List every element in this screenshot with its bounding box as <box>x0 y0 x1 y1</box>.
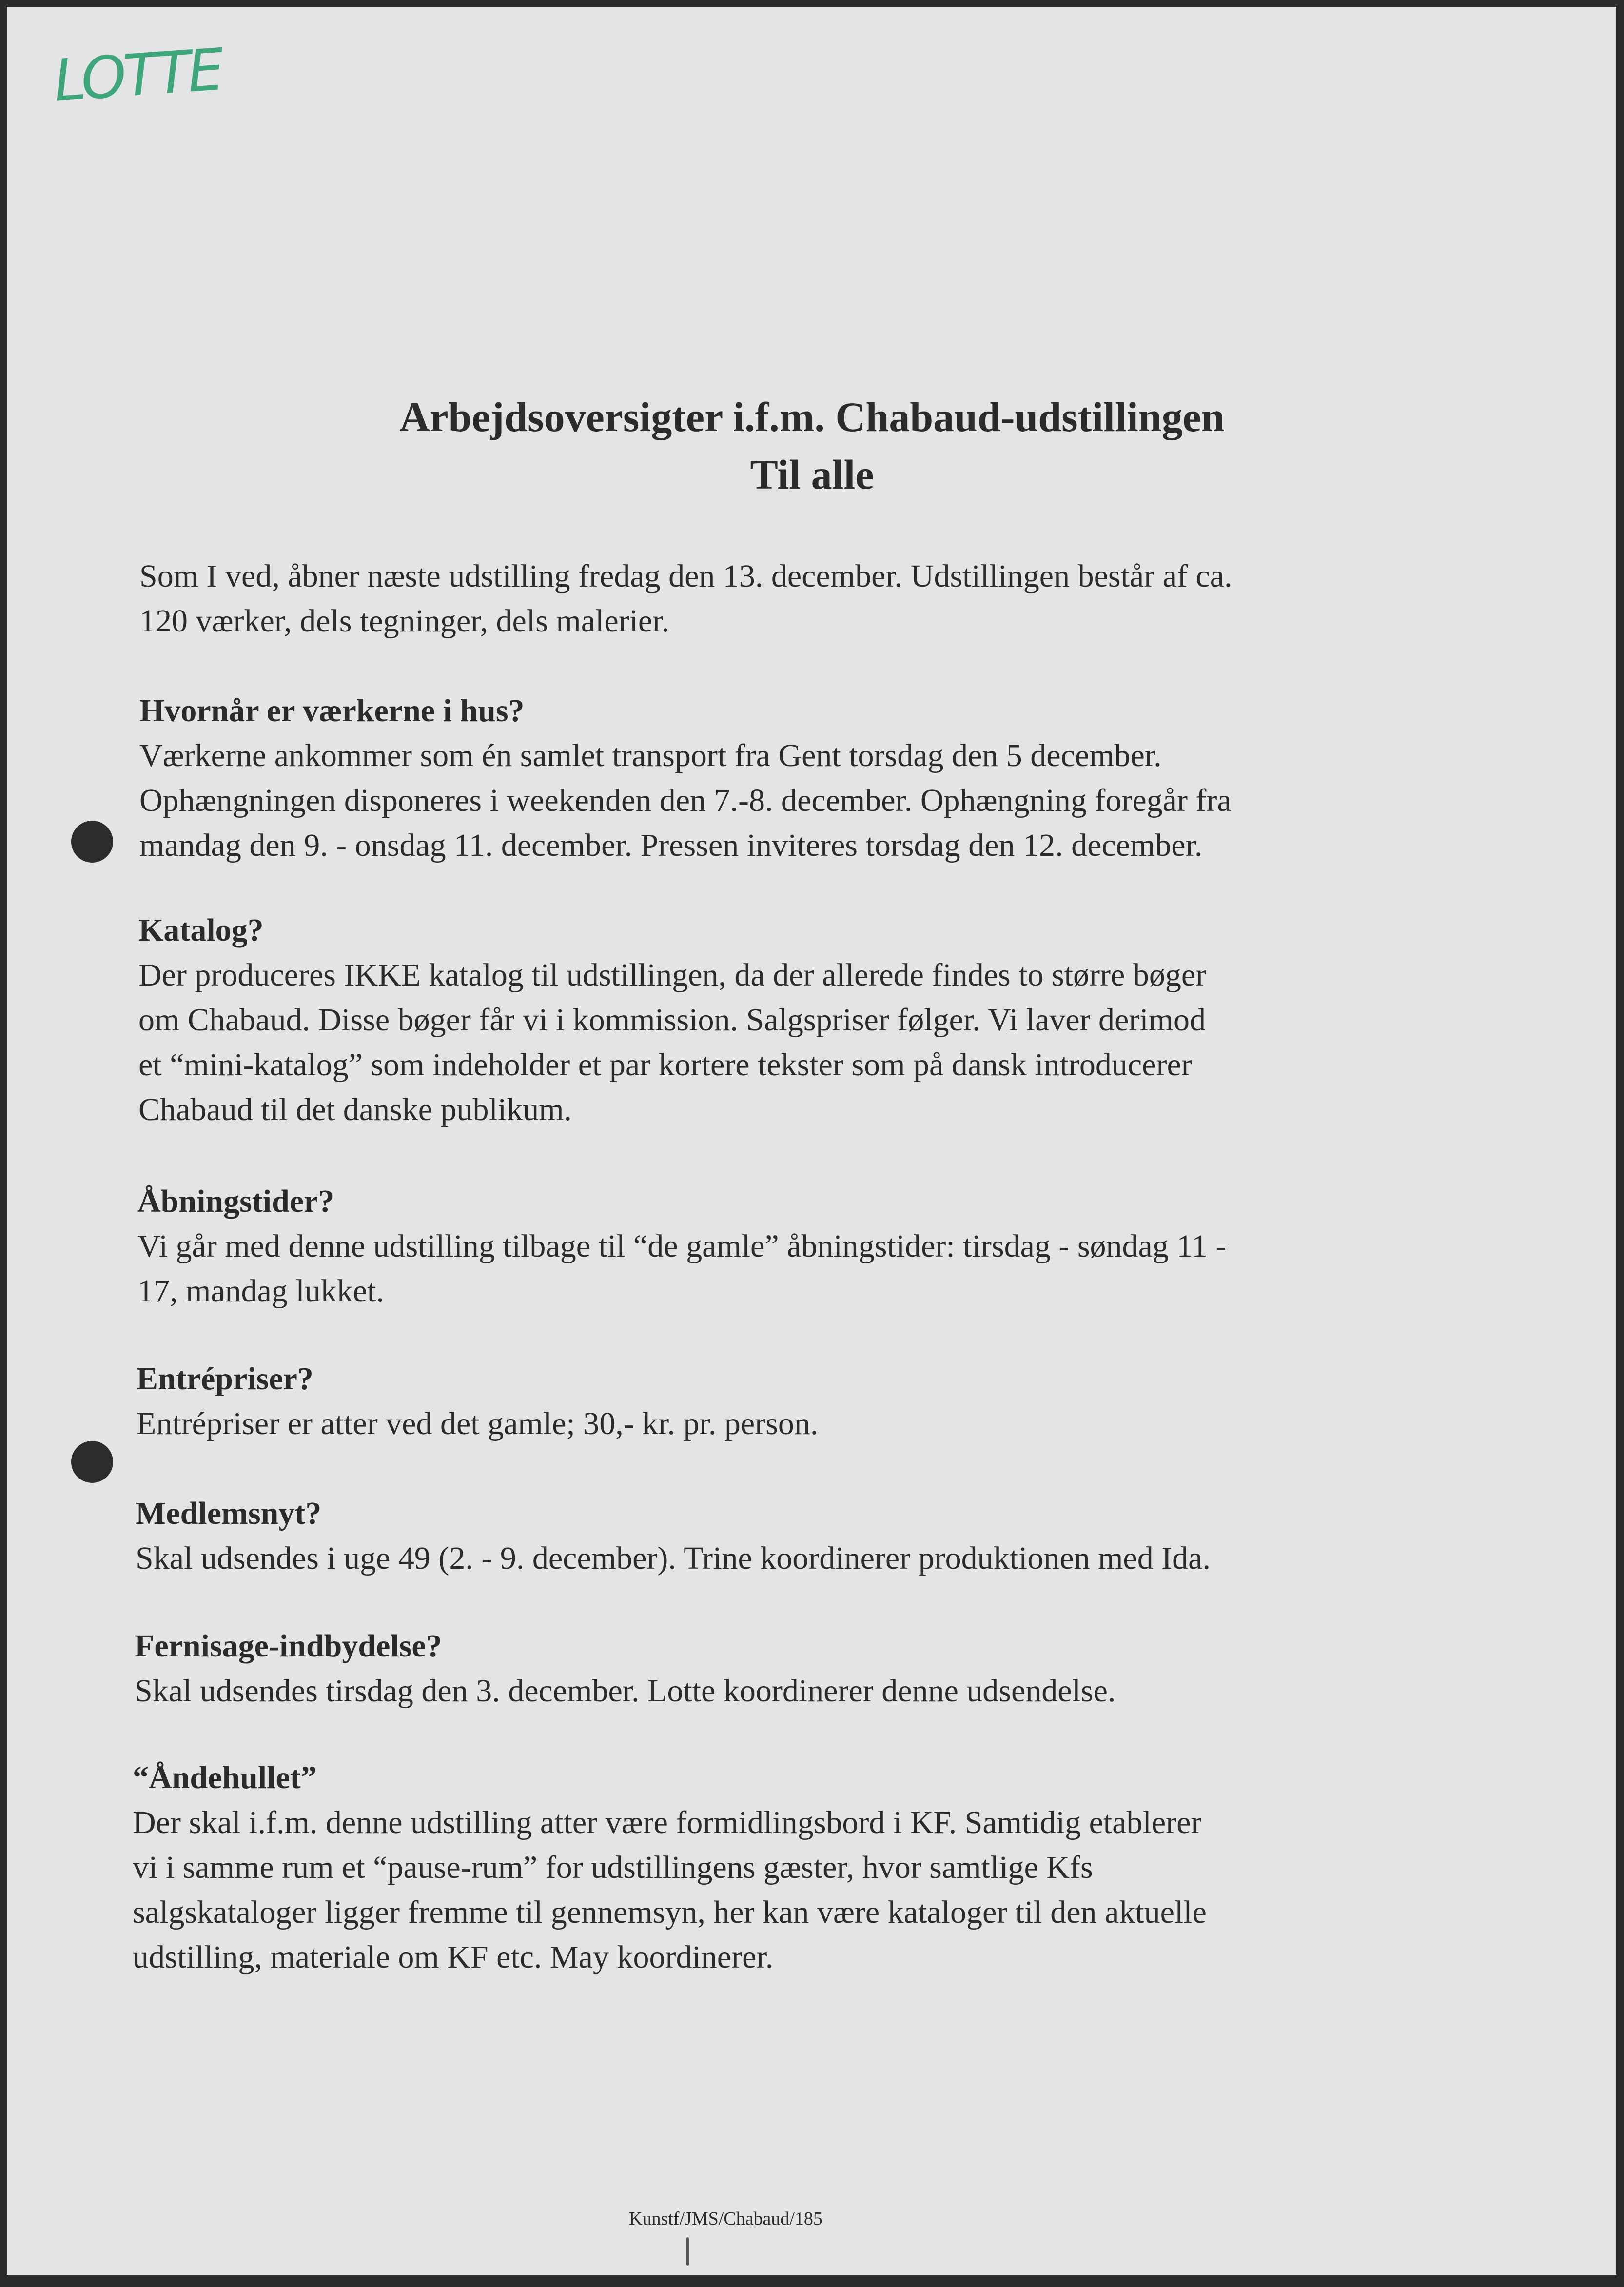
text-line: Entrépriser er atter ved det gamle; 30,- kr. pr. person. <box>137 1406 819 1441</box>
text-line: om Chabaud. Disse bøger får vi i kommission. Salgspriser følger. Vi laver derimod <box>138 1002 1206 1038</box>
text-line: udstilling, materiale om KF etc. May koordinerer. <box>133 1939 774 1975</box>
section-heading: Fernisage-indbydelse? <box>135 1628 442 1664</box>
text-line: Der skal i.f.m. denne udstilling atter være formidlingsbord i KF. Samtidig etablerer <box>133 1805 1202 1840</box>
text-line: vi i samme rum et “pause-rum” for udstillingens gæster, hvor samtlige Kfs <box>133 1850 1093 1885</box>
section-heading: Medlemsnyt? <box>136 1496 322 1531</box>
section-heading: Entrépriser? <box>137 1361 313 1397</box>
document-title: Arbejdsoversigter i.f.m. Chabaud-udstillingen <box>399 394 1225 440</box>
text-line: mandag den 9. - onsdag 11. december. Pressen inviteres torsdag den 12. december. <box>139 828 1203 863</box>
text-line: Skal udsendes tirsdag den 3. december. Lotte koordinerer denne udsendelse. <box>135 1673 1116 1709</box>
section-catalog <box>138 908 1206 1132</box>
section-heading: Katalog? <box>138 912 264 948</box>
footer-reference: Kunstf/JMS/Chabaud/185 <box>629 2208 822 2229</box>
section-opening-hours <box>137 1179 1226 1314</box>
section-breathing-room <box>133 1755 1207 1980</box>
section-vernissage-invitation <box>135 1624 1115 1714</box>
handwritten-annotation: LOTTE <box>51 36 224 115</box>
document-subtitle: Til alle <box>750 451 874 498</box>
section-entrance-prices <box>137 1357 818 1446</box>
text-line: 17, mandag lukket. <box>137 1273 384 1309</box>
pen-mark <box>686 2237 689 2266</box>
section-heading: Hvornår er værkerne i hus? <box>139 693 525 729</box>
punch-hole-top <box>71 821 113 863</box>
section-heading: “Åndehullet” <box>133 1760 317 1795</box>
text-line: Ophængningen disponeres i weekenden den 7.-8. december. Ophængning foregår fra <box>139 783 1232 818</box>
text-line: Der produceres IKKE katalog til udstillingen, da der allerede findes to større bøger <box>138 957 1207 993</box>
text-line: et “mini-katalog” som indeholder et par kortere tekster som på dansk introducerer <box>138 1047 1192 1083</box>
intro-paragraph <box>139 554 1233 644</box>
text-line: Vi går med denne udstilling tilbage til “de gamle” åbningstider: tirsdag - søndag 11 - <box>137 1228 1227 1264</box>
section-arrival <box>139 689 1232 868</box>
section-member-news <box>136 1491 1211 1581</box>
section-heading: Åbningstider? <box>137 1183 334 1219</box>
text-line: 120 værker, dels tegninger, dels malerier. <box>139 603 670 639</box>
text-line: Som I ved, åbner næste udstilling fredag den 13. december. Udstillingen består af ca. <box>139 558 1233 594</box>
text-line: salgskataloger ligger fremme til gennemsyn, her kan være kataloger til den aktuelle <box>133 1894 1207 1930</box>
text-line: Chabaud til det danske publikum. <box>138 1092 572 1127</box>
text-line: Værkerne ankommer som én samlet transport fra Gent torsdag den 5 december. <box>139 738 1162 773</box>
punch-hole-bottom <box>71 1441 113 1483</box>
text-line: Skal udsendes i uge 49 (2. - 9. december). Trine koordinerer produktionen med Ida. <box>136 1540 1211 1576</box>
